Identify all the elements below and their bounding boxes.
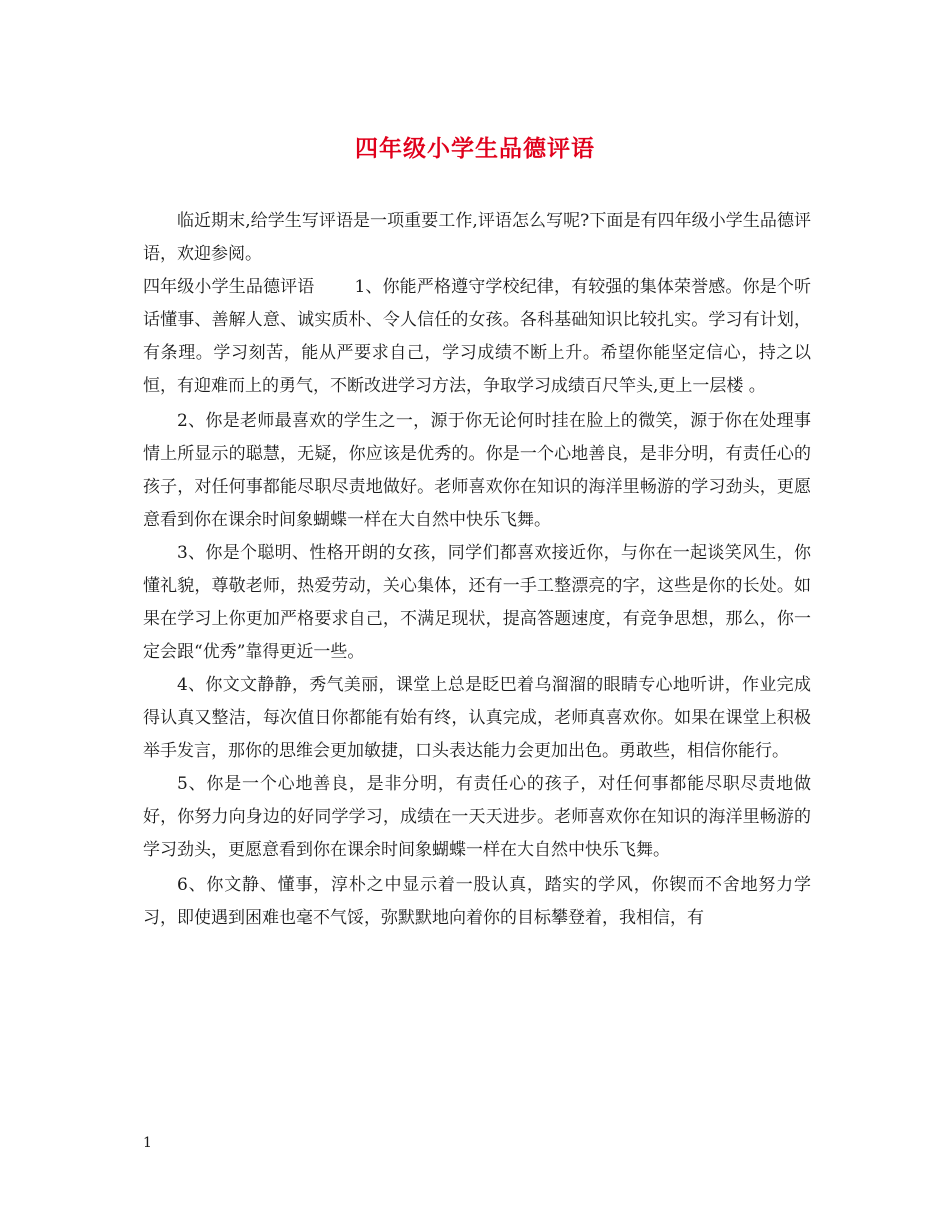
comment-text-1: 1、你能严格遵守学校纪律，有较强的集体荣誉感。你是个听话懂事、善解人意、诚实质朴、令人信任的女孩。各科基础知识比较扎实。学习有计划，有条理。学习刻苦，能从严要求自己，学习成绩不断上升。希望你能坚定信心，持之以恒，有迎难而上的勇气，不断改进学习方法，争取学习成绩百尺竿头,更上一层楼 。 (143, 277, 811, 396)
section-heading: 四年级小学生品德评语 (143, 277, 315, 297)
comment-paragraph-6: 6、你文静、懂事，淳朴之中显示着一股认真，踏实的学风，你锲而不舍地努力学习，即使遇到困难也毫不气馁，弥默默地向着你的目标攀登着，我相信，有 (143, 875, 811, 928)
document-title: 四年级小学生品德评语 (355, 135, 595, 162)
comment-paragraph-4: 4、你文文静静，秀气美丽，课堂上总是眨巴着乌溜溜的眼睛专心地听讲，作业完成得认真又整洁，每次值日你都能有始有终，认真完成，老师真喜欢你。如果在课堂上积极举手发言，那你的思维会更加敏捷，口头表达能力会更加出色。勇敢些，相信你能行。 (143, 675, 811, 761)
comment-paragraph-1 (143, 271, 811, 403)
intro-paragraph: 临近期末,给学生写评语是一项重要工作,评语怎么写呢?下面是有四年级小学生品德评语，欢迎参阅。 (143, 211, 811, 264)
comment-paragraph-2: 2、你是老师最喜欢的学生之一，源于你无论何时挂在脸上的微笑，源于你在处理事情上所显示的聪慧，无疑，你应该是优秀的。你是一个心地善良，是非分明，有责任心的孩子，对任何事都能尽职尽责地做好。老师喜欢你在知识的海洋里畅游的学习劲头，更愿意看到你在课余时间象蝴蝶一样在大自然中快乐飞舞。 (143, 411, 811, 530)
document-body (143, 205, 811, 935)
comment-paragraph-5: 5、你是一个心地善良，是非分明，有责任心的孩子，对任何事都能尽职尽责地做好，你努力向身边的好同学学习，成绩在一天天进步。老师喜欢你在知识的海洋里畅游的学习劲头，更愿意看到你在课余时间象蝴蝶一样在大自然中快乐飞舞。 (143, 774, 811, 860)
page-number: 1 (143, 1135, 152, 1151)
comment-paragraph-3: 3、你是个聪明、性格开朗的女孩，同学们都喜欢接近你，与你在一起谈笑风生，你懂礼貌，尊敬老师，热爱劳动，关心集体，还有一手工整漂亮的字，这些是你的长处。如果在学习上你更加严格要求自己，不满足现状，提高答题速度，有竞争思想，那么，你一定会跟“优秀”靠得更近一些。 (143, 543, 811, 662)
